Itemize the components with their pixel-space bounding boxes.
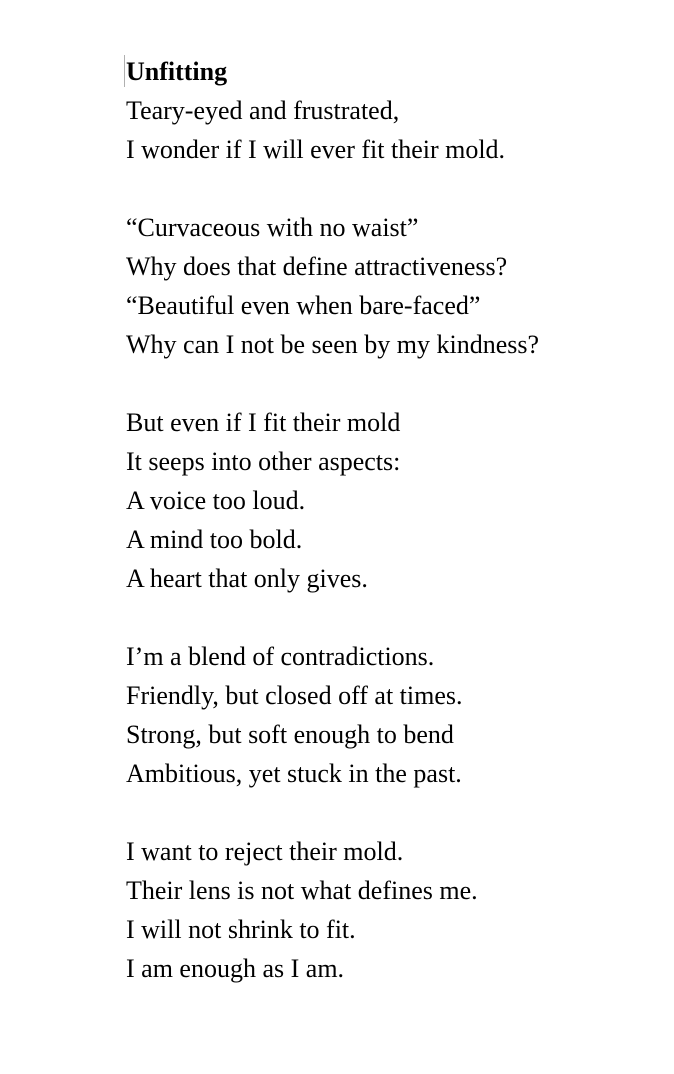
poem-line: But even if I fit their mold xyxy=(126,408,401,437)
stanza-2 xyxy=(126,208,539,364)
poem-title xyxy=(126,52,539,91)
poem-line: I will not shrink to fit. xyxy=(126,915,356,944)
poem-title-text: Unfitting xyxy=(126,57,228,86)
document-body[interactable] xyxy=(126,52,539,988)
poem-line: I’m a blend of contradictions. xyxy=(126,642,435,671)
poem-line: A heart that only gives. xyxy=(126,564,368,593)
poem-line: “Curvaceous with no waist” xyxy=(126,213,419,242)
poem-line: I wonder if I will ever fit their mold. xyxy=(126,135,506,164)
stanza-1 xyxy=(126,91,539,169)
stanza-break xyxy=(126,793,539,832)
poem-line: I want to reject their mold. xyxy=(126,837,404,866)
stanza-break xyxy=(126,364,539,403)
poem-line: Why can I not be seen by my kindness? xyxy=(126,330,540,359)
poem-line: Why does that define attractiveness? xyxy=(126,252,508,281)
stanza-3 xyxy=(126,403,539,598)
poem-line: Ambitious, yet stuck in the past. xyxy=(126,759,462,788)
poem-line: “Beautiful even when bare-faced” xyxy=(126,291,481,320)
stanza-break xyxy=(126,169,539,208)
stanza-4 xyxy=(126,637,539,793)
poem-line: I am enough as I am. xyxy=(126,954,345,983)
poem-line: Their lens is not what defines me. xyxy=(126,876,478,905)
poem-line: Teary-eyed and frustrated, xyxy=(126,96,400,125)
poem-line: A voice too loud. xyxy=(126,486,306,515)
poem-line: Friendly, but closed off at times. xyxy=(126,681,463,710)
poem-line: Strong, but soft enough to bend xyxy=(126,720,454,749)
poem-line: It seeps into other aspects: xyxy=(126,447,401,476)
stanza-break xyxy=(126,598,539,637)
poem-line: A mind too bold. xyxy=(126,525,303,554)
text-cursor xyxy=(124,55,125,87)
stanza-5 xyxy=(126,832,539,988)
